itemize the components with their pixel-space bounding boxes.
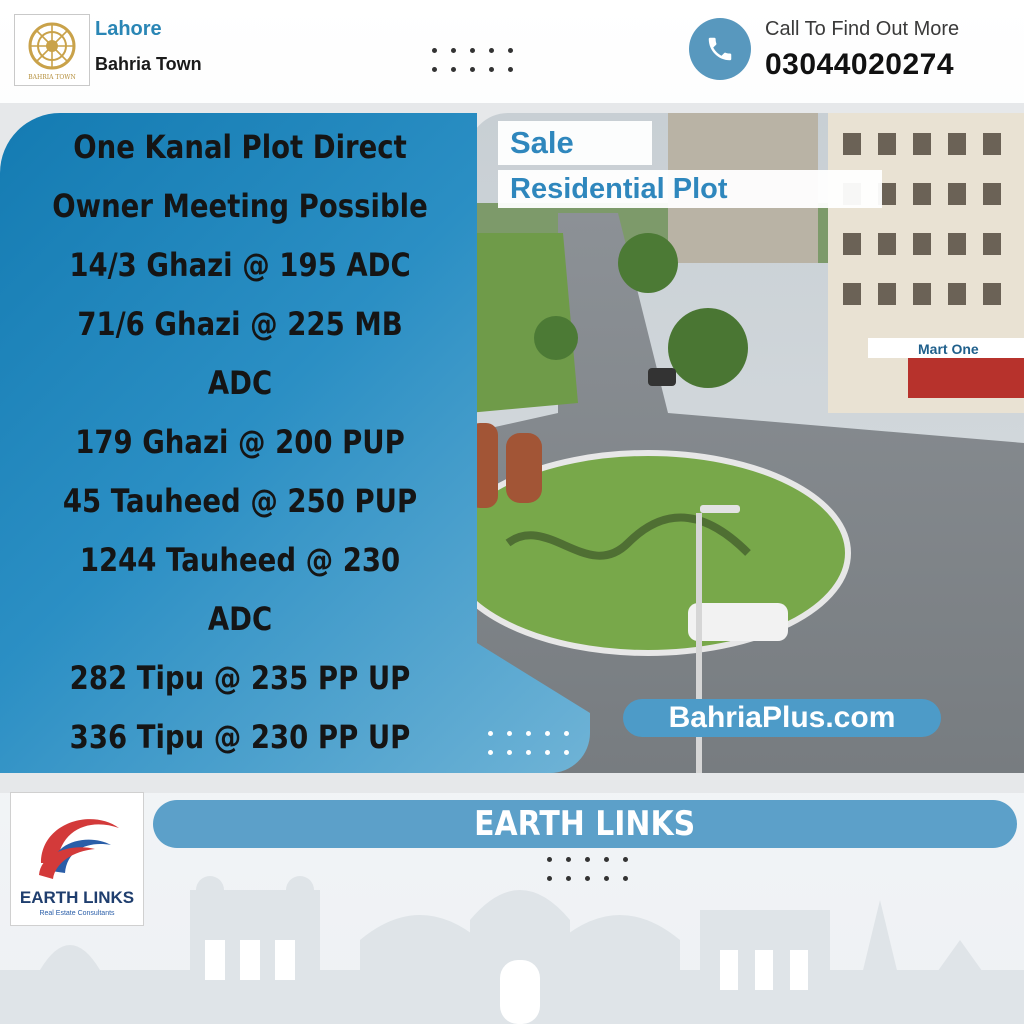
bahria-town-logo xyxy=(14,14,90,86)
property-type-tag: Residential Plot xyxy=(498,170,882,208)
decorative-dots xyxy=(486,731,576,761)
svg-text:EARTH LINKS: EARTH LINKS xyxy=(19,888,135,907)
call-label: Call To Find Out More xyxy=(765,18,960,40)
earth-links-logo xyxy=(10,792,144,926)
decorative-dots xyxy=(430,48,520,78)
detail-line: 71/6 Ghazi @ 225 MB xyxy=(77,305,403,343)
purpose-tag: Sale xyxy=(498,121,652,165)
city-skyline-illustration xyxy=(0,850,1024,1024)
svg-text:Mart One: Mart One xyxy=(918,341,979,357)
decorative-dots xyxy=(545,857,635,887)
phone-number[interactable]: 03044020274 xyxy=(765,48,955,81)
detail-line: 179 Ghazi @ 200 PUP xyxy=(75,423,405,461)
bahria-town-emblem-icon xyxy=(19,19,85,81)
area-label: Bahria Town xyxy=(95,54,202,74)
detail-line: 282 Tipu @ 235 PP UP xyxy=(69,659,411,697)
svg-text:Real Estate Consultants: Real Estate Consultants xyxy=(39,910,115,917)
call-button[interactable] xyxy=(689,18,751,80)
detail-line: ADC xyxy=(207,364,273,402)
detail-line: One Kanal Plot Direct xyxy=(73,128,407,166)
detail-line: Owner Meeting Possible xyxy=(52,187,428,225)
listing-details-list xyxy=(10,118,470,767)
website-link[interactable]: BahriaPlus.com xyxy=(623,699,941,737)
svg-text:BAHRIA TOWN: BAHRIA TOWN xyxy=(28,74,76,81)
detail-line: 1244 Tauheed @ 230 xyxy=(79,541,401,579)
detail-line: 14/3 Ghazi @ 195 ADC xyxy=(69,246,411,284)
property-photo xyxy=(468,113,1024,773)
agency-name-banner xyxy=(153,800,1017,848)
detail-line: ADC xyxy=(207,600,273,638)
earth-links-swoosh-icon xyxy=(39,819,119,879)
phone-icon xyxy=(705,34,735,64)
agency-name: EARTH LINKS xyxy=(474,804,696,844)
detail-line: 336 Tipu @ 230 PP UP xyxy=(69,718,411,756)
city-label: Lahore xyxy=(95,18,162,40)
detail-line: 45 Tauheed @ 250 PUP xyxy=(62,482,418,520)
